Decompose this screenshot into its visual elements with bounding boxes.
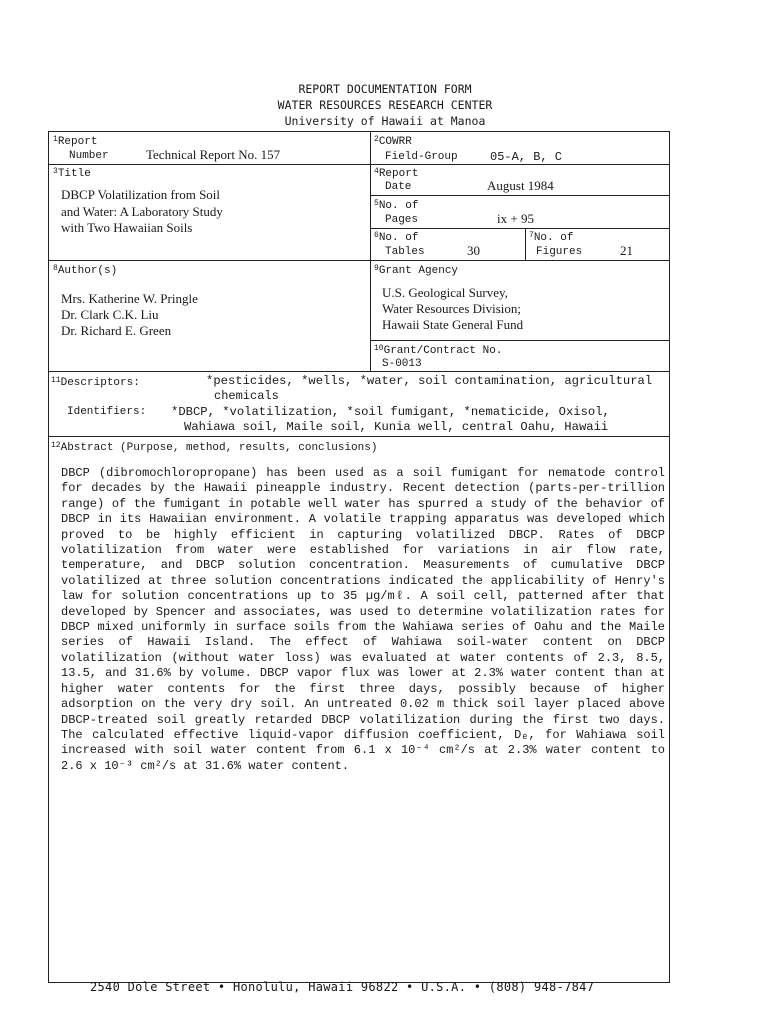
- report-number-value: Technical Report No. 157: [146, 147, 281, 162]
- grant-row-divider: [370, 260, 669, 261]
- title-line-1: DBCP Volatilization from Soil: [61, 187, 221, 202]
- report-date-sublabel: Date: [385, 181, 412, 193]
- address-footer: 2540 Dole Street • Honolulu, Hawaii 96822 • U.S.A. • (808) 948-7847: [90, 980, 595, 994]
- report-date-label: $^4$Report: [374, 167, 419, 180]
- form-heading: REPORT DOCUMENTATION FORM: [298, 82, 472, 96]
- identifiers-label: Identifiers:: [67, 406, 147, 418]
- figures-sublabel: Figures: [536, 246, 583, 258]
- grant-agency-line-3: Hawaii State General Fund: [382, 317, 524, 332]
- tables-figures-divider: [525, 228, 526, 261]
- report-number-label: $^1$Report: [53, 135, 98, 148]
- tables-value: 30: [467, 243, 480, 258]
- grant-agency-line-2: Water Resources Division;: [382, 301, 522, 316]
- identifiers-line-1: *DBCP, *volatilization, *soil fumigant, *nematicide, Oxisol,: [171, 405, 610, 419]
- field-group-value: 05-A, B, C: [490, 150, 563, 164]
- field-group-label: Field-Group: [385, 151, 458, 163]
- figures-label: $^7$No. of: [529, 231, 574, 244]
- title-divider: [49, 260, 370, 261]
- tables-sublabel: Tables: [385, 246, 425, 258]
- title-line-3: with Two Hawaiian Soils: [61, 220, 193, 235]
- report-date-value: August 1984: [487, 178, 554, 193]
- identifiers-line-2: Wahiawa soil, Maile soil, Kunia well, central Oahu, Hawaii: [184, 420, 609, 434]
- report-documentation-form: [48, 131, 670, 983]
- contract-divider: [370, 340, 669, 341]
- title-label: $^3$Title: [53, 167, 91, 180]
- descriptors-divider: [49, 371, 669, 372]
- pages-label: $^5$No. of: [374, 199, 419, 212]
- grant-contract-value: S-0013: [382, 358, 422, 370]
- author-label: $^8$Author(s): [53, 264, 118, 277]
- grant-contract-label: $^{10}$Grant/Contract No.: [374, 344, 503, 357]
- abstract-label: $^{12}$Abstract (Purpose, method, results, conclusions): [51, 441, 378, 454]
- report-number-sublabel: Number: [69, 150, 109, 162]
- university-name: University of Hawaii at Manoa: [284, 114, 486, 128]
- abstract-text: DBCP (dibromochloropropane) has been used as a soil fumigant for nematode control for decades by the Hawaii pineapple industry. Recent detection (parts-per-trillion range) of the fumigant in potable well water has spurred a study of the behavior of DBCP in its Hawaiian environment. A volatile trapping apparatus was developed which proved to be highly efficient in capturing volatilized DBCP. Rates of DBCP volatilization from water were established for variations in air flow rate, temperature, and DBCP solution concentration. Measurements of cumulative DBCP volatilized at three solution concentrations indicated the applicability of Henry's law for solution concentrations up to 35 µg/mℓ. A soil cell, patterned after that developed by Spencer and associates, was used to determine volatilization rates for DBCP mixed uniformly in surface soils from the Wahiawa series of Oahu and the Maile series of Hawaii Island. The effect of Wahiawa soil-water content on DBCP volatilization (without water loss) was evaluated at water contents of 2.3, 8.5, 13.5, and 31.6% by volume. DBCP vapor flux was lower at 2.3% water content than at higher water contents for the first three days, possibly because of higher adsorption on the very dry soil. An untreated 0.02 m thick soil layer placed above DBCP-treated soil greatly retarded DBCP volatilization during the first two days. The calculated effective liquid-vapor diffusion coefficient, Dₑ, for Wahiawa soil increased with soil water content from 6.1 x 10⁻⁴ cm²/s at 2.3% water content to 2.6 x 10⁻³ cm²/s at 31.6% water content.: [61, 466, 665, 773]
- descriptors-line-1: *pesticides, *wells, *water, soil contamination, agricultural: [206, 374, 653, 388]
- center-name: WATER RESOURCES RESEARCH CENTER: [277, 98, 493, 112]
- descriptors-label: $^{11}$Descriptors:: [51, 376, 140, 389]
- author-name-1: Mrs. Katherine W. Pringle: [61, 291, 198, 306]
- date-divider: [370, 195, 669, 196]
- pages-sublabel: Pages: [385, 214, 419, 226]
- cowrr-label: $^2$COWRR: [374, 135, 412, 148]
- figures-value: 21: [620, 243, 633, 258]
- tables-label: $^6$No. of: [374, 231, 419, 244]
- author-name-2: Dr. Clark C.K. Liu: [61, 307, 159, 322]
- title-line-2: and Water: A Laboratory Study: [61, 204, 223, 219]
- author-name-3: Dr. Richard E. Green: [61, 323, 172, 338]
- grant-agency-line-1: U.S. Geological Survey,: [382, 285, 508, 300]
- center-divider: [370, 132, 371, 371]
- grant-agency-label: $^9$Grant Agency: [374, 264, 459, 277]
- pages-divider: [370, 228, 669, 229]
- descriptors-line-2: chemicals: [214, 389, 279, 403]
- abstract-divider: [49, 436, 669, 437]
- row-divider-1: [49, 164, 669, 165]
- pages-value: ix + 95: [497, 211, 534, 226]
